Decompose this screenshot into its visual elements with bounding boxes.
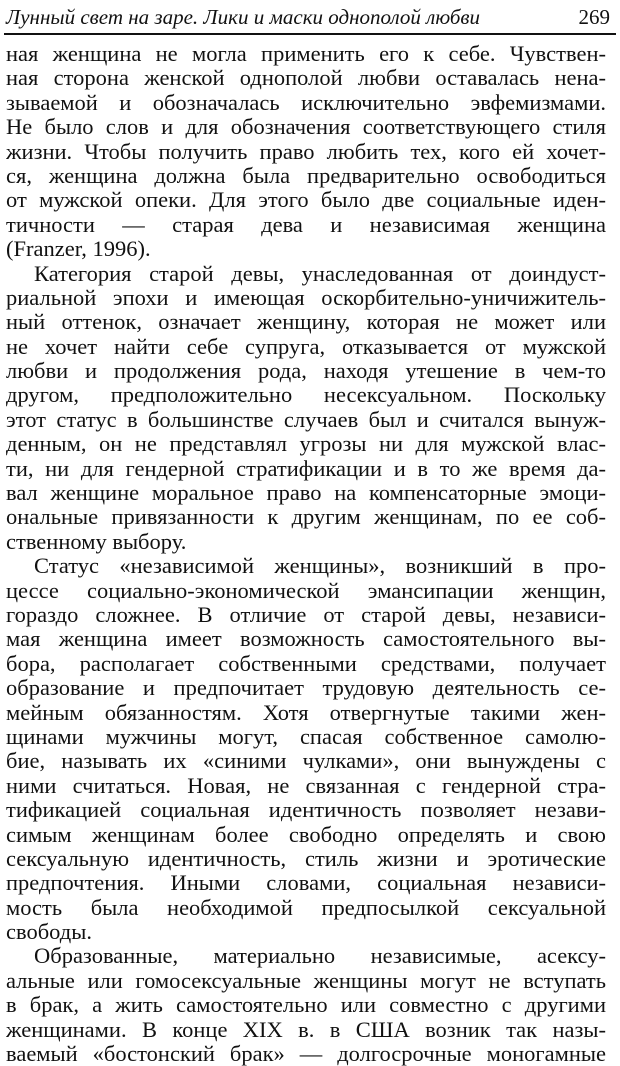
- text-line: денным, он не представлял угрозы ни для мужской влас-: [6, 432, 606, 457]
- text-line: мая женщина имеет возможность самостоятельного вы-: [6, 627, 606, 652]
- text-line: этот статус в большинстве случаев был и считался вынуж-: [6, 407, 606, 432]
- text-line: не хочет найти себе супруга, отказывается от мужской: [6, 334, 606, 359]
- paragraph: [6, 262, 606, 555]
- text-line: вал женщине моральное право на компенсаторные эмоци-: [6, 481, 606, 506]
- page-number: 269: [578, 5, 610, 29]
- text-line: в брак, а жить самостоятельно или совместно с другими: [6, 993, 606, 1018]
- text-line: ональные привязанности к другим женщинам, по ее соб-: [6, 505, 606, 530]
- text-line: ная женщина не могла применить его к себе. Чувствен-: [6, 42, 606, 66]
- text-line: Не было слов и для обозначения соответствующего стиля: [6, 115, 606, 140]
- text-line: тичности — старая дева и независимая женщина: [6, 212, 606, 237]
- text-line: мейным обязанностям. Хотя отвергнутые такими жен-: [6, 700, 606, 725]
- text-line: сексуальную идентичность, стиль жизни и эротические: [6, 846, 606, 871]
- text-line: любви и продолжения рода, находя утешение в чем-то: [6, 359, 606, 384]
- paragraph: [6, 944, 606, 1066]
- text-line: бие, называть их «синими чулками», они вынуждены с: [6, 749, 606, 774]
- text-line: симым женщинам более свободно определять и свою: [6, 822, 606, 847]
- text-line: Образованные, материально независимые, асексу-: [34, 944, 606, 969]
- text-line: (Franzer, 1996).: [6, 237, 151, 262]
- text-line: мость была необходимой предпосылкой сексуальной: [6, 895, 606, 920]
- header-rule: [4, 33, 616, 35]
- text-line: от мужской опеки. Для этого было две социальные иден-: [6, 188, 606, 213]
- text-line: другом, предположительно несексуальном. Поскольку: [6, 383, 606, 408]
- text-line: ся, женщина должна была предварительно освободиться: [6, 163, 606, 188]
- text-line: тификацией социальная идентичность позволяет незави-: [6, 798, 606, 823]
- text-line: зываемой и обозначалась исключительно эвфемизмами.: [6, 90, 606, 115]
- text-line: ный оттенок, означает женщину, которая не может или: [6, 310, 606, 335]
- text-line: ти, ни для гендерной стратификации и в то же время да-: [6, 456, 606, 481]
- text-line: Статус «независимой женщины», возникший в про-: [34, 554, 606, 579]
- running-head-title: Лунный свет на заре. Лики и маски однополой любви: [6, 5, 481, 29]
- text-line: свободы.: [6, 920, 92, 945]
- text-line: ная сторона женской однополой любви оставалась нена-: [6, 66, 606, 91]
- text-line: ственному выбору.: [6, 529, 187, 554]
- text-line: ваемый «бостонский брак» — долгосрочные моногамные: [6, 1042, 606, 1066]
- running-header: [6, 2, 614, 32]
- text-line: щинами мужчины могут, спасая собственное самолю-: [6, 724, 606, 749]
- paragraph: [6, 554, 606, 944]
- paragraph: [6, 42, 606, 262]
- text-line: цессе социально-экономической эмансипации женщин,: [6, 578, 606, 603]
- text-line: образование и предпочитает трудовую деятельность се-: [6, 676, 606, 701]
- text-line: предпочтения. Иными словами, социальная независи-: [6, 871, 606, 896]
- text-line: женщинами. В конце XIX в. в США возник так назы-: [6, 1017, 606, 1042]
- text-line: ними считаться. Новая, не связанная с гендерной стра-: [6, 773, 606, 798]
- text-line: гораздо сложнее. В отличие от старой девы, независи-: [6, 602, 606, 627]
- body-text: [6, 42, 606, 1066]
- text-line: жизни. Чтобы получить право любить тех, кого ей хочет-: [6, 139, 606, 164]
- text-line: бора, располагает собственными средствами, получает: [6, 651, 606, 676]
- text-line: альные или гомосексуальные женщины могут не вступать: [6, 968, 606, 993]
- text-line: Категория старой девы, унаследованная от доиндуст-: [34, 261, 606, 286]
- text-line: риальной эпохи и имеющая оскорбительно-уничижитель-: [6, 285, 606, 310]
